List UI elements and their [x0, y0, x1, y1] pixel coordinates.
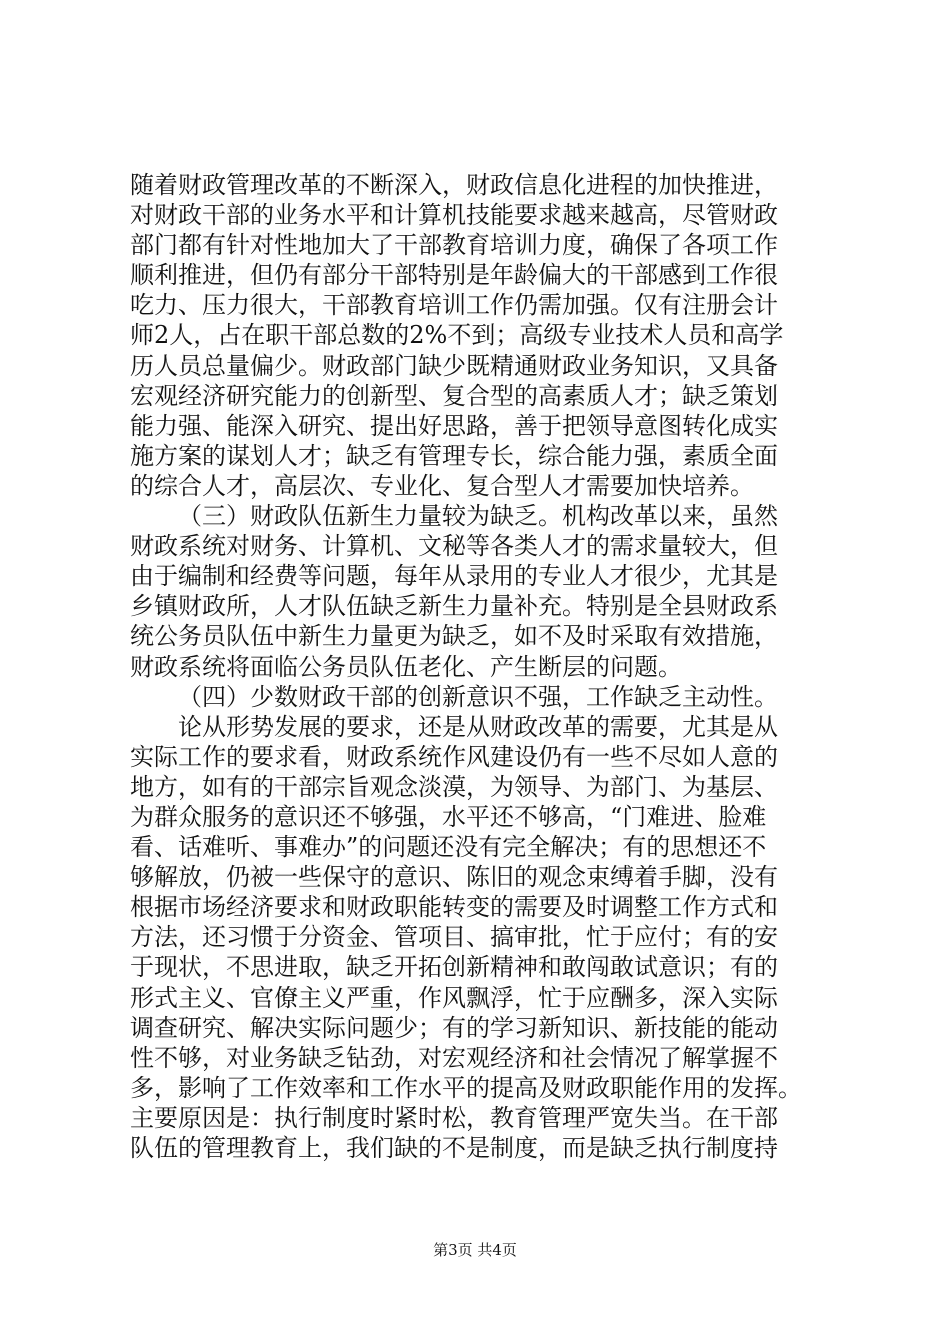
text-line: 由于编制和经费等问题，每年从录用的专业人才很少，尤其是	[130, 562, 778, 591]
text-line: 施方案的谋划人才；缺乏有管理专长，综合能力强，素质全面	[130, 441, 778, 470]
text-line: 能力强、能深入研究、提出好思路，善于把领导意图转化成实	[130, 411, 778, 440]
text-line: 看、话难听、事难办”的问题还没有完全解决；有的思想还不	[130, 833, 767, 862]
text-line: 论从形势发展的要求，还是从财政改革的需要，尤其是从	[178, 712, 778, 741]
text-line: 统公务员队伍中新生力量更为缺乏，如不及时采取有效措施，	[130, 622, 778, 651]
text-line: 形式主义、官僚主义严重，作风飘浮，忙于应酬多，深入实际	[130, 983, 778, 1012]
text-line: 主要原因是：执行制度时紧时松，教育管理严宽失当。在干部	[130, 1103, 778, 1132]
text-line: 对财政干部的业务水平和计算机技能要求越来越高，尽管财政	[130, 201, 778, 230]
text-line: 调查研究、解决实际问题少；有的学习新知识、新技能的能动	[130, 1013, 778, 1042]
text-line: 实际工作的要求看，财政系统作风建设仍有一些不尽如人意的	[130, 742, 778, 771]
text-line: 为群众服务的意识还不够强，水平还不够高，“门难进、脸难	[130, 802, 767, 831]
text-line: 队伍的管理教育上，我们缺的不是制度，而是缺乏执行制度持	[130, 1134, 778, 1162]
body-text	[130, 170, 830, 1163]
text-line: 宏观经济研究能力的创新型、复合型的高素质人才；缺乏策划	[130, 381, 778, 410]
text-line: 性不够，对业务缺乏钻劲，对宏观经济和社会情况了解掌握不	[130, 1043, 778, 1072]
text-line: 地方，如有的干部宗旨观念淡漠，为领导、为部门、为基层、	[130, 772, 778, 801]
section-heading-4: （四）少数财政干部的创新意识不强，工作缺乏主动性。	[178, 682, 778, 711]
text-line: 乡镇财政所，人才队伍缺乏新生力量补充。特别是全县财政系	[130, 592, 778, 621]
text-line: 吃力、压力很大，干部教育培训工作仍需加强。仅有注册会计	[130, 291, 778, 320]
text-line: 根据市场经济要求和财政职能转变的需要及时调整工作方式和	[130, 893, 778, 922]
text-line: 财政系统将面临公务员队伍老化、产生断层的问题。	[130, 652, 682, 681]
text-line: 随着财政管理改革的不断深入，财政信息化进程的加快推进，	[130, 171, 778, 199]
text-line: 多，影响了工作效率和工作水平的提高及财政职能作用的发挥。	[130, 1073, 802, 1102]
text-line: 师2人，占在职干部总数的2%不到；高级专业技术人员和高学	[130, 321, 784, 350]
section-heading-3: （三）财政队伍新生力量较为缺乏。机构改革以来，虽然	[178, 502, 778, 531]
text-line: 历人员总量偏少。财政部门缺少既精通财政业务知识，又具备	[130, 351, 778, 380]
text-line: 的综合人才，高层次、专业化、复合型人才需要加快培养。	[130, 471, 754, 500]
text-line: 方法，还习惯于分资金、管项目、搞审批，忙于应付；有的安	[130, 923, 778, 952]
text-line: 财政系统对财务、计算机、文秘等各类人才的需求量较大，但	[130, 532, 778, 561]
page-footer: 第3页 共4页	[433, 1241, 517, 1259]
text-line: 于现状，不思进取，缺乏开拓创新精神和敢闯敢试意识；有的	[130, 953, 778, 982]
text-line: 够解放，仍被一些保守的意识、陈旧的观念束缚着手脚，没有	[130, 863, 778, 892]
text-line: 顺利推进，但仍有部分干部特别是年龄偏大的干部感到工作很	[130, 261, 778, 290]
text-line: 部门都有针对性地加大了干部教育培训力度，确保了各项工作	[130, 231, 778, 260]
